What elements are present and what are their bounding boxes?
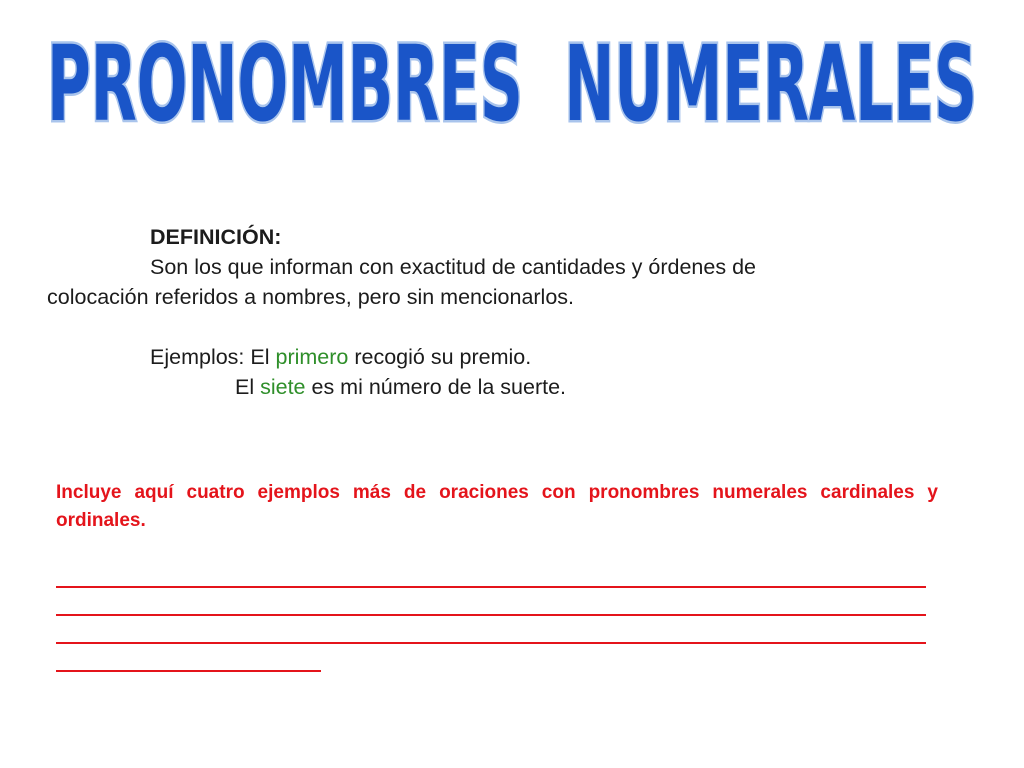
example-1-after: recogió su premio. [348, 345, 532, 369]
example-1-highlight: primero [275, 345, 349, 369]
example-1 [47, 342, 947, 372]
definition-label: DEFINICIÓN: [150, 225, 282, 249]
title-text: PRONOMBRES NUMERALES [47, 23, 977, 145]
title-wordart [0, 0, 1024, 150]
answer-line[interactable] [56, 560, 926, 588]
exercise-instruction: Incluye aquí cuatro ejemplos más de oraciones con pronombres numerales cardinales y ordinales. [56, 482, 938, 531]
example-1-before: El [244, 345, 276, 369]
examples-section [47, 342, 947, 402]
example-2-after: es mi número de la suerte. [305, 375, 567, 399]
answer-line[interactable] [56, 644, 321, 672]
answer-lines [56, 560, 936, 672]
example-2-highlight: siete [260, 375, 306, 399]
spacer [47, 312, 947, 342]
definition-line-1: Son los que informan con exactitud de cantidades y órdenes de [150, 255, 756, 279]
example-2-before: El [235, 375, 261, 399]
examples-label: Ejemplos: [150, 345, 245, 369]
answer-line[interactable] [56, 588, 926, 616]
example-2 [47, 372, 947, 402]
answer-line[interactable] [56, 616, 926, 644]
page-title [0, 0, 1024, 150]
definition-section [47, 222, 947, 402]
definition-line-2: colocación referidos a nombres, pero sin mencionarlos. [47, 285, 575, 309]
